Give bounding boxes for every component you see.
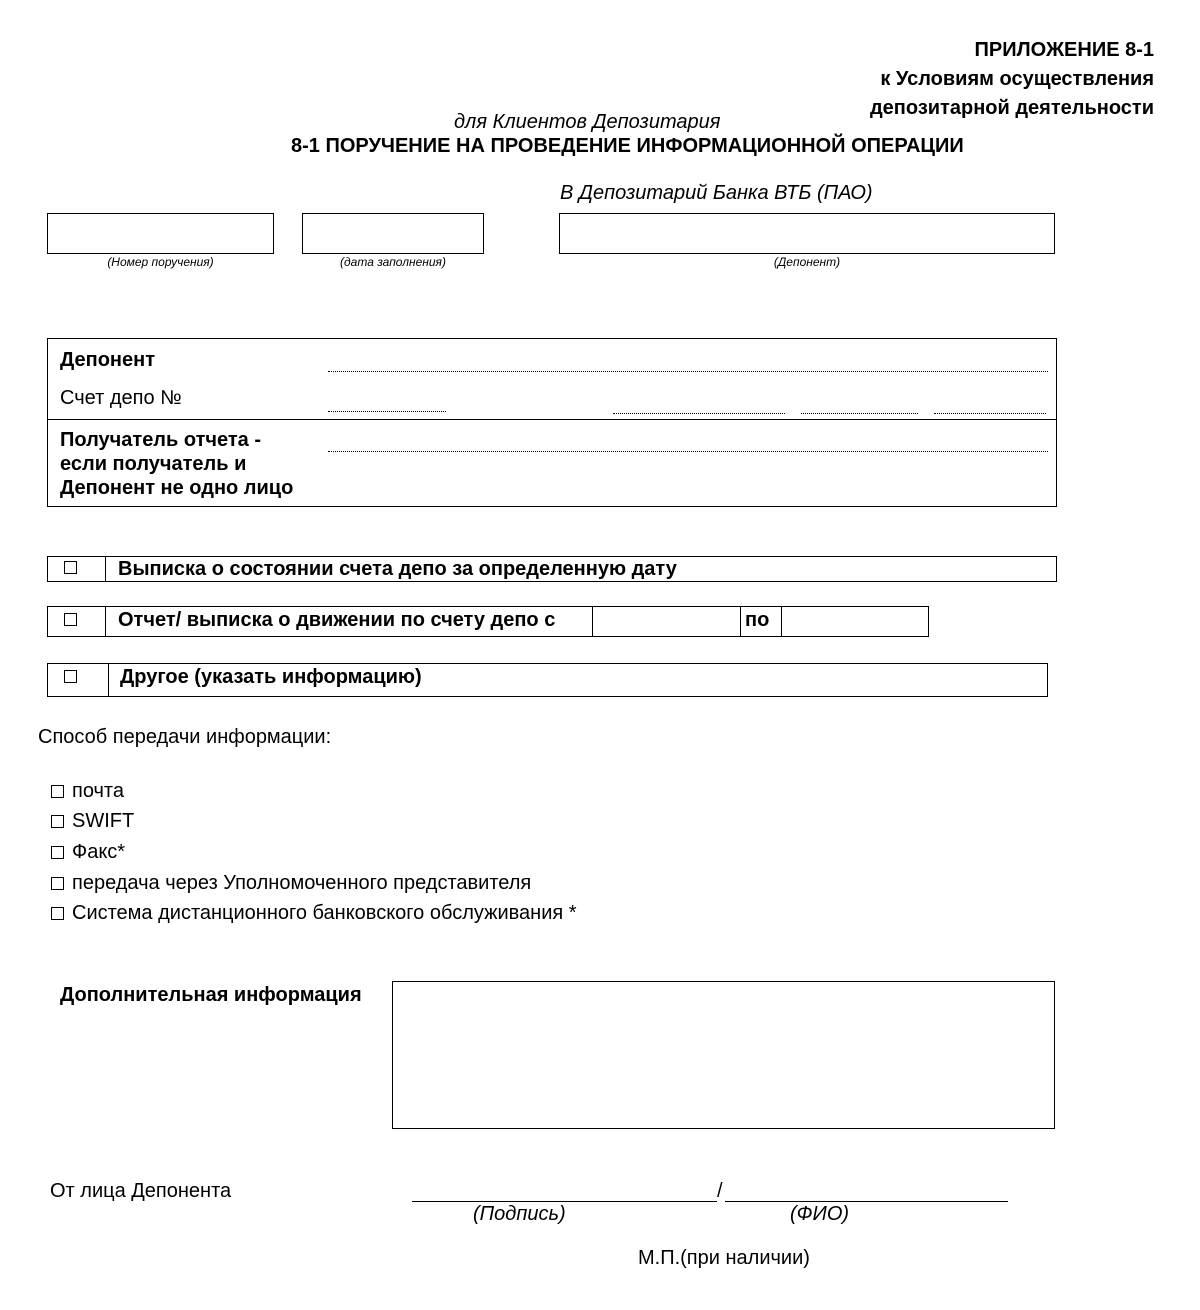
- fill-date-caption: (дата заполнения): [340, 255, 446, 269]
- movement-row-divider-1: [105, 606, 106, 637]
- delivery-remote-banking-label: Система дистанционного банковского обслуживания *: [72, 902, 577, 924]
- account-part-line-1[interactable]: [613, 413, 785, 414]
- movement-label: Отчет/ выписка о движении по счету депо с: [118, 609, 556, 631]
- order-number-caption: (Номер поручения): [107, 255, 214, 269]
- name-line[interactable]: [725, 1201, 1008, 1202]
- statement-checkbox[interactable]: [64, 561, 77, 574]
- fill-date-field[interactable]: [302, 213, 484, 254]
- report-recipient-label: [60, 428, 293, 500]
- account-number-line[interactable]: [328, 411, 446, 412]
- depositor-field[interactable]: [559, 213, 1055, 254]
- depositor-name-line[interactable]: [328, 371, 1048, 372]
- signature-caption: (Подпись): [473, 1203, 566, 1225]
- delivery-fax-checkbox[interactable]: [51, 846, 64, 859]
- movement-to-label: по: [745, 609, 770, 631]
- delivery-option-fax[interactable]: [51, 841, 125, 864]
- delivery-option-mail[interactable]: [51, 780, 124, 803]
- delivery-swift-checkbox[interactable]: [51, 815, 64, 828]
- addressee: В Депозитарий Банка ВТБ (ПАО): [560, 182, 873, 204]
- movement-from-date-field[interactable]: [594, 608, 739, 635]
- order-number-field[interactable]: [47, 213, 274, 254]
- form-audience: для Клиентов Депозитария: [454, 111, 721, 133]
- depositor-block-divider: [47, 419, 1057, 420]
- on-behalf-label: От лица Депонента: [50, 1180, 232, 1202]
- statement-label: Выписка о состоянии счета депо за определенную дату: [118, 558, 677, 580]
- report-recipient-label-2: если получатель и: [60, 453, 247, 475]
- delivery-mail-checkbox[interactable]: [51, 785, 64, 798]
- delivery-heading: Способ передачи информации:: [38, 726, 332, 748]
- other-label: Другое (указать информацию): [120, 666, 422, 688]
- appendix-title: ПРИЛОЖЕНИЕ 8-1: [974, 39, 1154, 61]
- delivery-fax-label: Факс*: [72, 841, 126, 863]
- movement-row-divider-4: [781, 606, 782, 637]
- depositor-caption: (Депонент): [773, 255, 841, 269]
- appendix-header: [870, 36, 1154, 123]
- movement-row-divider-3: [740, 606, 741, 637]
- name-caption: (ФИО): [790, 1203, 850, 1225]
- delivery-option-representative[interactable]: [51, 872, 531, 895]
- depositor-label: Депонент: [60, 349, 155, 371]
- delivery-option-swift[interactable]: [51, 810, 134, 833]
- delivery-option-remote-banking[interactable]: [51, 902, 577, 925]
- movement-row-divider-2: [592, 606, 593, 637]
- account-part-line-2[interactable]: [801, 413, 918, 414]
- form-title: 8-1 ПОРУЧЕНИЕ НА ПРОВЕДЕНИЕ ИНФОРМАЦИОННОЙ ОПЕРАЦИИ: [291, 135, 964, 157]
- delivery-representative-label: передача через Уполномоченного представителя: [72, 872, 532, 894]
- delivery-remote-banking-checkbox[interactable]: [51, 907, 64, 920]
- additional-info-label: Дополнительная информация: [60, 984, 362, 1006]
- statement-row-divider: [105, 556, 106, 582]
- signature-line[interactable]: [412, 1201, 717, 1202]
- other-checkbox[interactable]: [64, 670, 77, 683]
- report-recipient-line[interactable]: [328, 451, 1048, 452]
- additional-info-field[interactable]: [392, 981, 1055, 1129]
- account-label: Счет депо №: [60, 387, 182, 409]
- seal-label: М.П.(при наличии): [638, 1247, 810, 1269]
- account-part-line-3[interactable]: [934, 413, 1046, 414]
- report-recipient-label-1: Получатель отчета -: [60, 429, 261, 451]
- movement-to-date-field[interactable]: [783, 608, 927, 635]
- delivery-representative-checkbox[interactable]: [51, 877, 64, 890]
- other-row-divider: [108, 663, 109, 697]
- appendix-subtitle-2: депозитарной деятельности: [869, 97, 1154, 119]
- signature-separator: /: [717, 1180, 723, 1202]
- appendix-subtitle-1: к Условиям осуществления: [880, 68, 1154, 90]
- delivery-swift-label: SWIFT: [72, 810, 135, 832]
- report-recipient-label-3: Депонент не одно лицо: [60, 477, 294, 499]
- delivery-mail-label: почта: [72, 780, 124, 802]
- movement-checkbox[interactable]: [64, 613, 77, 626]
